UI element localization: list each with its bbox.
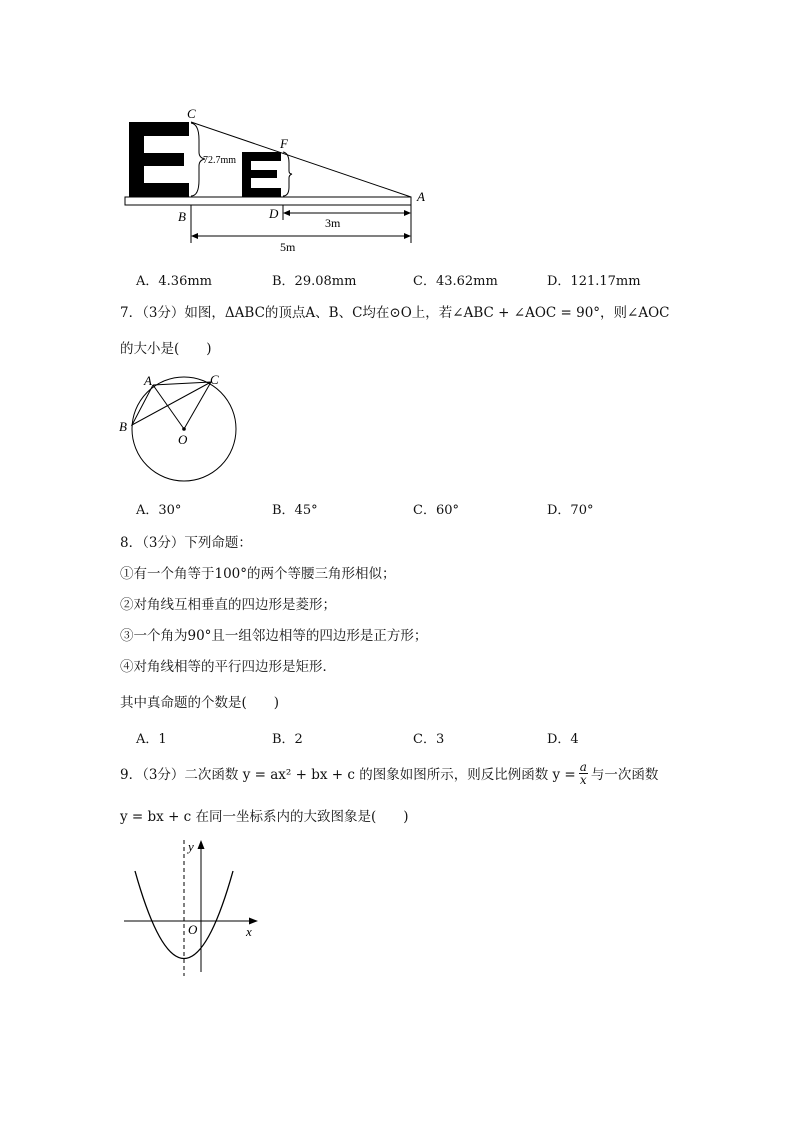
height-brace-small [283,152,292,196]
label-x: x [246,924,252,939]
q8-proposition-3: ③一个角为90°且一组邻边相等的四边形是正方形； [120,628,428,644]
q8-option-c[interactable]: C．3 [413,732,445,747]
q8-proposition-1: ①有一个角等于100°的两个等腰三角形相似； [120,566,396,582]
q6-option-c[interactable]: C．43.62mm [413,274,498,289]
label-c: C [187,106,196,121]
q9-stem-line2: y = bx + c 在同一坐标系内的大致图象是( ) [120,809,409,825]
q8-stem: 8．（3分）下列命题： [120,535,252,551]
q9-fraction-denominator: x [579,773,587,787]
label-a: A [144,373,152,388]
small-e-letter [242,152,281,197]
label-o: O [188,922,198,937]
parabola-graph-figure [120,836,265,981]
circle-triangle-figure [115,370,245,485]
q8-proposition-4: ④对角线相等的平行四边形是矩形． [120,659,336,675]
label-b: B [178,209,186,224]
ground-rail [125,197,411,205]
q7-option-b[interactable]: B．45° [272,503,318,518]
dist-ba-label: 5m [280,240,296,254]
large-e-letter [129,122,189,197]
height-label: 72.7mm [203,155,237,166]
q8-option-b[interactable]: B．2 [272,732,303,747]
q8-option-a[interactable]: A．1 [136,732,167,747]
label-b: B [119,419,127,434]
q8-option-d[interactable]: D．4 [547,732,579,747]
label-c: C [210,372,219,387]
q9-fraction [579,761,588,786]
label-a: A [417,189,425,204]
q7-option-d[interactable]: D．70° [547,503,594,518]
dist-da-label: 3m [325,216,341,230]
q7-stem-line1: 7．（3分）如图，ΔABC的顶点A、B、C均在⊙O上，若∠ABC + ∠AOC = 90°，则∠AOC [120,305,670,321]
q6-option-a[interactable]: A．4.36mm [136,274,212,289]
q6-option-d[interactable]: D．121.17mm [547,274,641,289]
q9-stem-part2: 与一次函数 [590,767,659,783]
q9-stem-part1: 9．（3分）二次函数 y = ax² + bx + c 的图象如图所示，则反比例函数 y = [120,767,576,783]
q7-option-c[interactable]: C．60° [413,503,459,518]
q9-stem-line1 [120,760,659,788]
label-d: D [269,206,279,221]
eye-chart-figure [115,100,435,260]
q8-question: 其中真命题的个数是( ) [120,695,280,711]
label-y: y [188,839,194,854]
q7-option-a[interactable]: A．30° [136,503,182,518]
q6-option-b[interactable]: B．29.08mm [272,274,357,289]
label-o: O [178,432,188,447]
q8-proposition-2: ②对角线互相垂直的四边形是菱形； [120,597,336,613]
q9-fraction-numerator: a [579,760,587,774]
label-f: F [280,136,288,151]
q7-stem-line2: 的大小是( ) [120,341,212,357]
